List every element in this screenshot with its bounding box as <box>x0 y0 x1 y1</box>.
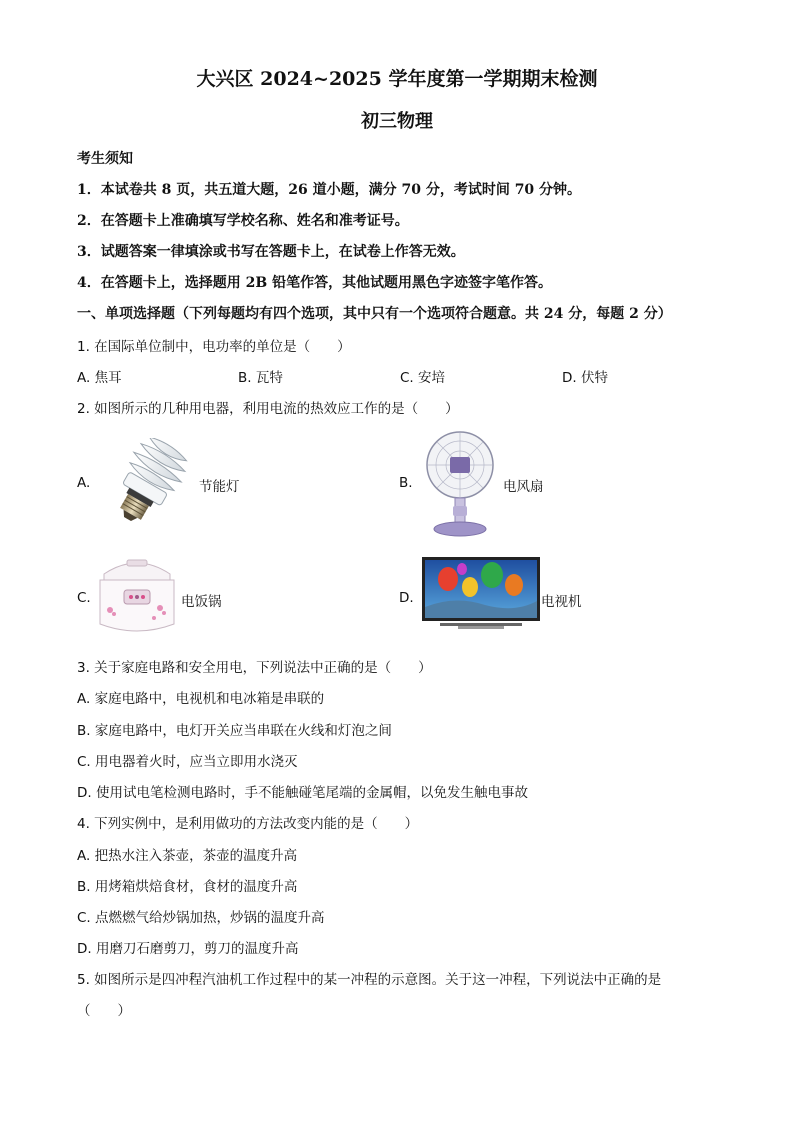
question-3-stem: 3. 关于家庭电路和安全用电，下列说法中正确的是（ ） <box>77 660 432 676</box>
q2-option-a-letter: A. <box>77 475 91 491</box>
q1-option-d: D. 伏特 <box>562 370 608 386</box>
q2-option-d-label: 电视机 <box>541 594 582 610</box>
q2-option-a-label: 节能灯 <box>199 479 240 495</box>
q1-option-b: B. 瓦特 <box>238 370 283 386</box>
q1-option-c: C. 安培 <box>400 370 446 386</box>
q1-option-a: A. 焦耳 <box>77 370 122 386</box>
notice-item: 1．本试卷共 8 页，共五道大题，26 道小题，满分 70 分，考试时间 70 分钟。 <box>77 182 582 198</box>
q2-option-d-letter: D. <box>399 590 414 606</box>
q4-option-c: C. 点燃燃气给炒锅加热，炒锅的温度升高 <box>77 910 325 926</box>
energy-saving-lamp-icon <box>94 438 198 536</box>
section-heading: 一、单项选择题（下列每题均有四个选项，其中只有一个选项符合题意。共 24 分，每题 2 分） <box>77 306 672 322</box>
question-4-stem: 4. 下列实例中，是利用做功的方法改变内能的是（ ） <box>77 816 419 832</box>
q3-option-a: A. 家庭电路中，电视机和电冰箱是串联的 <box>77 691 325 707</box>
q4-option-a: A. 把热水注入茶壶，茶壶的温度升高 <box>77 848 298 864</box>
notice-heading: 考生须知 <box>77 151 133 167</box>
rice-cooker-icon <box>94 556 180 640</box>
question-1-stem: 1. 在国际单位制中，电功率的单位是（ ） <box>77 339 351 355</box>
q4-option-b: B. 用烤箱烘焙食材，食材的温度升高 <box>77 879 298 895</box>
q2-option-c-label: 电饭锅 <box>181 594 222 610</box>
q2-option-b-label: 电风扇 <box>503 479 544 495</box>
notice-item: 2．在答题卡上准确填写学校名称、姓名和准考证号。 <box>77 213 409 229</box>
exam-subject: 初三物理 <box>361 111 433 132</box>
question-5-answer-bracket: （ ） <box>77 1003 131 1019</box>
q3-option-c: C. 用电器着火时，应当立即用水浇灭 <box>77 754 298 770</box>
q2-option-b-letter: B. <box>399 475 413 491</box>
exam-title: 大兴区 2024~2025 学年度第一学期期末检测 <box>196 68 598 90</box>
q4-option-d: D. 用磨刀石磨剪刀，剪刀的温度升高 <box>77 941 299 957</box>
question-2-stem: 2. 如图所示的几种用电器，利用电流的热效应工作的是（ ） <box>77 401 459 417</box>
q3-option-b: B. 家庭电路中，电灯开关应当串联在火线和灯泡之间 <box>77 723 392 739</box>
television-icon <box>422 557 540 631</box>
question-5-stem: 5. 如图所示是四冲程汽油机工作过程中的某一冲程的示意图。关于这一冲程，下列说法中正确的是 <box>77 972 662 988</box>
electric-fan-icon <box>424 430 496 538</box>
notice-item: 3．试题答案一律填涂或书写在答题卡上，在试卷上作答无效。 <box>77 244 465 260</box>
q2-option-c-letter: C. <box>77 590 91 606</box>
q3-option-d: D. 使用试电笔检测电路时，手不能触碰笔尾端的金属帽，以免发生触电事故 <box>77 785 528 801</box>
notice-item: 4．在答题卡上，选择题用 2B 铅笔作答，其他试题用黑色字迹签字笔作答。 <box>77 275 553 291</box>
